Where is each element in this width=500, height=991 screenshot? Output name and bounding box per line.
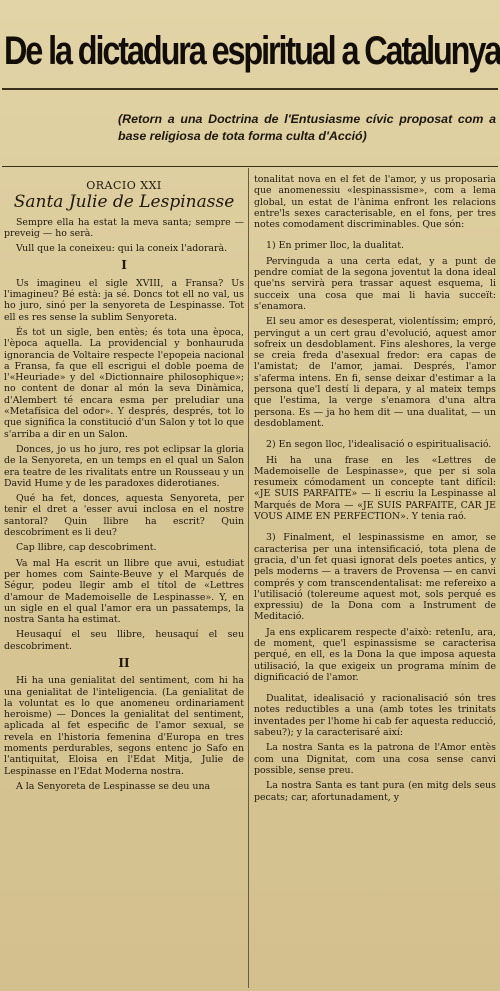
section-numeral: I bbox=[121, 258, 127, 273]
point-heading: 2) En segon lloc, l'idealisació o espiritualisació. bbox=[266, 439, 492, 451]
body-paragraph: Qué ha fet, donces, aquesta Senyoreta, per tenir el dret a 'esser avui inclosa en el nostre santoral? Quin llibre ha escrit? Quin descobriment es li deu? bbox=[4, 493, 244, 539]
body-paragraph: Hi ha una genialitat del sentiment, com hi ha una genialitat de l'inteligencia. (La genialitat de la voluntat es lo que anomeneu ordinariament heroisme) — Donces la genialitat del sentiment, aplicada al fet especific de l'amor sexual, se revela en l'historia femenina d'Europa en tres moments perdurables, segons entenc jo Safo en l'antiquitat, Eloisa en l'Edat Mitja, Julie de Lespinasse en l'Edat Moderna nostra. bbox=[4, 675, 244, 777]
body-paragraph: Us imagineu el sigle XVIII, a Fransa? Us l'imagineu? Bé està: ja sé. Doncs tot ell no val, us ho juro, sinó per la senyoreta de Lespinasse. Tot ell es res sense la sublim Senyoreta. bbox=[4, 277, 244, 323]
headline: De la dictadura espiritual a Catalunya bbox=[4, 29, 500, 73]
body-paragraph: És tot un sigle, ben entès; és tota una època, l'època aquella. La providencial y bonhauruda ignorancia de Voltaire respecte l'epopeia nacional a Fransa, fa que ell escrigui el doble poema de l'«Heuriade» y del «Dictionnaire philosophique»; no content de donar al món la seva Dinàmica, d'Alembert té encara esma per preludiar una «Metafísica del odor». Y després, després, tot lo que significa la constitució d'un Salon y tot lo que s'arriba a dir en un Salon. bbox=[4, 326, 244, 440]
body-paragraph: Hi ha una frase en les «Lettres de Mademoiselle de Lespinasse», que per si sola resumeix cómodament un concepte tant difícil: «JE SUIS PARFAITE» — li escriu la Lespinasse al Marqués de Mora — «JE SUIS PARFAITE, CAR JE VOUS AIME EN PERFECTION». Y tenia raó. bbox=[254, 454, 496, 523]
point-heading: 1) En primer lloc, la dualitat. bbox=[266, 240, 404, 252]
body-paragraph: tonalitat nova en el fet de l'amor, y us proposaria que anomenessiu «lespinassisme», com a lema global, un estat de l'ànima enfront les relacions entre'ls sexes caracterisable, en el fons, per tres notes comodament discriminables. Que són: bbox=[254, 174, 496, 231]
body-paragraph: Cap llibre, cap descobriment. bbox=[16, 542, 157, 554]
body-paragraph: 3) Finalment, el lespinassisme en amor, se caracterisa per una intensificació, tota plena de gracia, d'un fet quasi ignorat dels poetes antics, y pels moderns — a travers de Provensa — en canvi comprés y com transcendentalisat: me refereixo a l'utilisació (tolereume aquest mot, sols perqué es expressiu) de la Dona com a Instrument de Meditació. bbox=[254, 532, 496, 623]
intro-paragraph: Sempre ella ha estat la meva santa; sempre — preveig — ho serà. bbox=[4, 216, 244, 239]
body-paragraph: Heusaquí el seu llibre, heusaquí el seu descobriment. bbox=[4, 629, 244, 652]
body-paragraph: El seu amor es desesperat, violentíssim; empró, pervingut a un cert grau d'evolució, aquest amor sofreix un desdoblament. Fins aleshores, la verge se creia freda d'asexual fredor: era capas de l'amistat; de l'amor, jamai. Després, l'amor s'aferma intens. En fi, sense deixar d'estimar a la persona que'l destí li depara, y al mateix temps que l'estima, la verge s'enamora d'una altra persona. Es — ja ho hem dit — una dualitat, — un desdoblament. bbox=[254, 316, 496, 429]
body-paragraph: Va mal Ha escrit un llibre que avui, estudiat per homes com Sainte-Beuve y el Marqués de Ségur, podeu llegir amb el títol de «Lettres d'amour de Mademoiselle de Lespinasse». Y, en un sigle en el qual l'amor era un passatemps, la nostra Santa ha estimat. bbox=[4, 557, 244, 626]
oracio-heading: ORACIO XXI bbox=[86, 179, 162, 192]
body-paragraph: La nostra Santa es la patrona de l'Amor entès com una Dignitat, com una cosa sense canvi possible, sense preu. bbox=[254, 742, 496, 776]
saint-title: Santa Julie de Lespinasse bbox=[13, 192, 235, 213]
left-column bbox=[4, 174, 244, 796]
column-divider bbox=[248, 168, 249, 988]
subhead-rule bbox=[2, 166, 498, 167]
intro-paragraph: Vull que la coneixeu: qui la coneix l'adorarà. bbox=[16, 243, 228, 255]
body-paragraph: Dualitat, idealisació y racionalisació són tres notes reductibles a una (amb totes les trinitats inventades per l'home hi cab fer aquesta reducció, sabeu?); y la caracterisaré així: bbox=[254, 693, 496, 739]
section-numeral: II bbox=[118, 655, 130, 670]
body-paragraph: A la Senyoreta de Lespinasse se deu una bbox=[16, 780, 211, 792]
body-paragraph: La nostra Santa es tant pura (en mitg dels seus pecats; car, afortunadament, y bbox=[254, 780, 496, 803]
body-paragraph: Ja ens explicarem respecte d'això: retenIu, ara, de moment, que'l espinassisme se caracterisa perqué, en ell, es la Dona la que imposa aquesta utilisació, la que exigeix un programa mínim de dignificació de l'amor. bbox=[254, 626, 496, 683]
subheadline: (Retorn a una Doctrina de l'Entusiasme cívic proposat com a base religiosa de tota forma culta d'Acció) bbox=[118, 112, 496, 143]
headline-rule bbox=[2, 88, 498, 90]
body-paragraph: Donces, jo us ho juro, res pot eclipsar la gloria de la Senyoreta, en un temps en el qual un Salon era teatre de les rivalitats entre un Rousseau y un David Hume y de les paradoxes diderotianes. bbox=[4, 443, 244, 489]
right-column bbox=[254, 174, 496, 807]
body-paragraph: Pervinguda a una certa edat, y a punt de pendre comiat de la segona joventut la dona ideal que'ns servirà pera trassar aquest esquema, li succeix una cosa que mai li havia succeït: s'enamora. bbox=[254, 255, 496, 312]
